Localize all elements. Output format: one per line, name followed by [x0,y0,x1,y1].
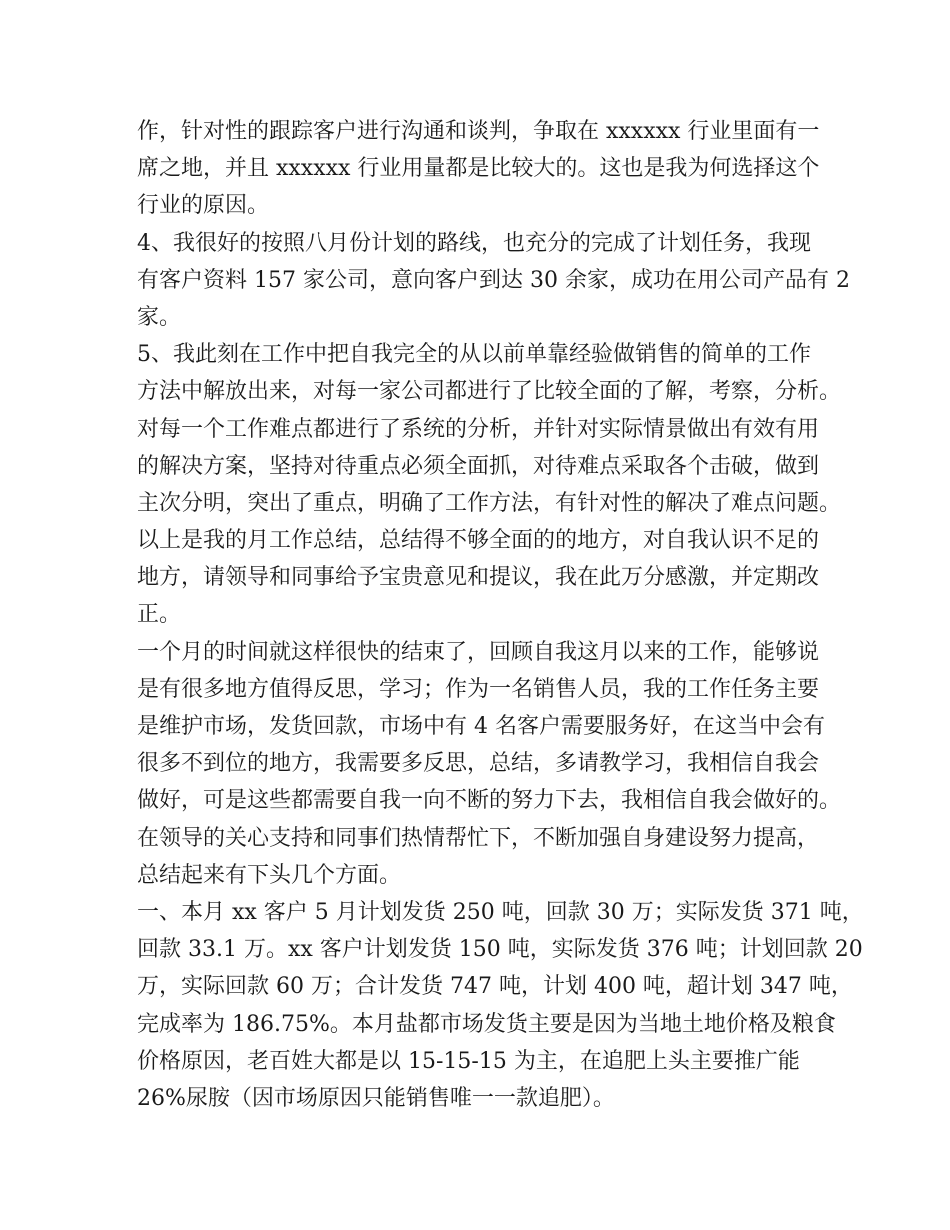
text-line: 家。 [137,304,182,330]
text-line: 主次分明，突出了重点，明确了工作方法，有针对性的解决了难点问题。 [137,490,842,516]
text-line: 行业的原因。 [137,193,270,219]
text-line: 是维护市场，发货回款，市场中有 4 名客户需要服务好，在这当中会有 [137,714,825,739]
text-line: 完成率为 186.75%。本月盐都市场发货主要是因为当地土地价格及粮食 [137,1011,836,1037]
text-line: 方法中解放出来，对每一家公司都进行了比较全面的了解，考察，分析。 [137,379,842,405]
text-line: 回款 33.1 万。xx 客户计划发货 150 吨，实际发货 376 吨；计划回款 20 [137,937,863,963]
text-line: 席之地，并且 xxxxxx 行业用量都是比较大的。这也是我为何选择这个 [137,156,820,182]
text-line: 对每一个工作难点都进行了系统的分析，并针对实际情景做出有效有用 [137,416,820,442]
text-line: 的解决方案，坚持对待重点必须全面抓，对待难点采取各个击破，做到 [137,453,820,479]
text-line: 4、我很好的按照八月份计划的路线，也充分的完成了计划任务，我现 [137,230,811,256]
text-line: 以上是我的月工作总结，总结得不够全面的的地方，对自我认识不足的 [137,528,820,554]
text-line: 一个月的时间就这样很快的结束了，回顾自我这月以来的工作，能够说 [137,639,820,665]
document-body [137,113,864,1117]
text-line: 一、本月 xx 客户 5 月计划发货 250 吨，回款 30 万；实际发货 371 吨， [137,899,864,925]
text-line: 正。 [137,602,182,628]
text-line: 是有很多地方值得反思，学习；作为一名销售人员，我的工作任务主要 [137,676,820,702]
text-line: 在领导的关心支持和同事们热情帮忙下，不断加强自身建设努力提高， [137,825,820,851]
text-line: 价格原因，老百姓大都是以 15-15-15 为主，在追肥上头主要推广能 [137,1048,800,1074]
text-line: 5、我此刻在工作中把自我完全的从以前单靠经验做销售的简单的工作 [137,342,811,368]
text-line: 做好，可是这些都需要自我一向不断的努力下去，我相信自我会做好的。 [137,788,842,814]
text-line: 作，针对性的跟踪客户进行沟通和谈判，争取在 xxxxxx 行业里面有一 [137,119,820,144]
text-line: 26%尿胺（因市场原因只能销售唯一一款追肥）。 [137,1085,615,1111]
text-line: 有客户资料 157 家公司，意向客户到达 30 余家，成功在用公司产品有 2 [137,267,850,293]
text-line: 很多不到位的地方，我需要多反思，总结，多请教学习，我相信自我会 [137,751,820,777]
text-line: 总结起来有下头几个方面。 [137,862,402,888]
text-line: 万，实际回款 60 万；合计发货 747 吨，计划 400 吨，超计划 347 吨， [137,974,853,1000]
text-line: 地方，请领导和同事给予宝贵意见和提议，我在此万分感激，并定期改 [137,565,820,591]
